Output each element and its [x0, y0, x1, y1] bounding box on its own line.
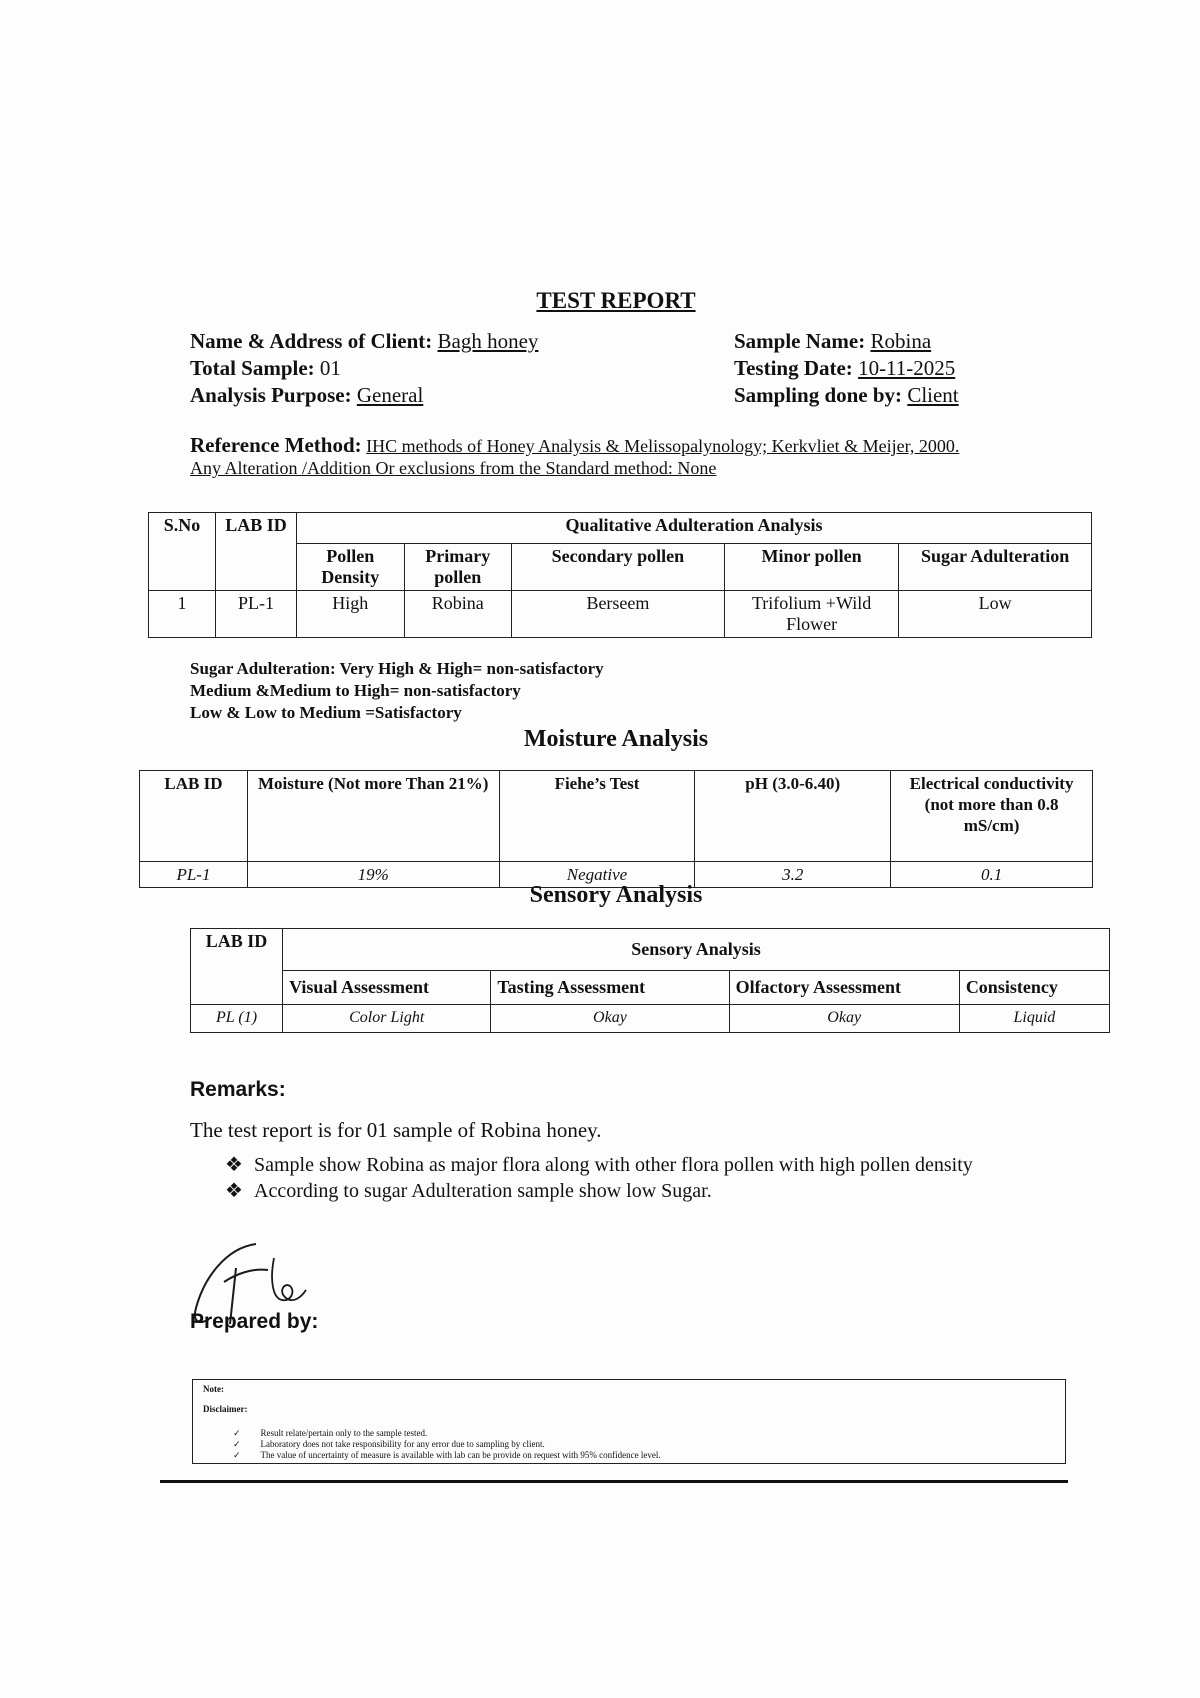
- header-lab-id: LAB ID: [215, 513, 296, 591]
- header-tasting-assessment: Tasting Assessment: [491, 971, 729, 1005]
- sensory-heading: Sensory Analysis: [529, 882, 703, 908]
- cell-consistency: Liquid: [959, 1005, 1109, 1033]
- cell-lab-id: PL-1: [140, 862, 248, 888]
- purpose-value: General: [356, 383, 424, 407]
- header-electrical-conductivity: Electrical conductivity (not more than 0.8 mS/cm): [891, 771, 1093, 862]
- sampling-value: Client: [907, 383, 959, 407]
- header-fiehe-test: Fiehe’s Test: [499, 771, 695, 862]
- disclaimer-text: Result relate/pertain only to the sample tested.: [260, 1428, 428, 1438]
- purpose-label: Analysis Purpose:: [190, 383, 352, 407]
- reference-label: Reference Method:: [190, 433, 362, 457]
- disclaimer-list: [233, 1428, 661, 1461]
- header-pollen-density: Pollen Density: [297, 544, 404, 591]
- client-value: Bagh honey: [437, 329, 539, 353]
- adulteration-table: [148, 512, 1092, 638]
- header-primary-pollen: Primary pollen: [404, 544, 511, 591]
- header-secondary-pollen: Secondary pollen: [511, 544, 724, 591]
- disclaimer-text: The value of uncertainty of measure is available with lab can be provide on request with 95% confidence level.: [260, 1450, 661, 1460]
- reference-method: [190, 434, 959, 479]
- check-icon: ✓: [233, 1450, 241, 1460]
- note-label: Note:: [203, 1384, 224, 1394]
- sensory-table: [190, 928, 1110, 1033]
- sample-info: [734, 328, 959, 409]
- reference-value: IHC methods of Honey Analysis & Melissopalynology; Kerkvliet & Meijer, 2000.: [366, 436, 960, 456]
- header-visual-assessment: Visual Assessment: [283, 971, 491, 1005]
- sample-name-value: Robina: [870, 329, 932, 353]
- remark-bullet-text: According to sugar Adulteration sample show low Sugar.: [254, 1180, 712, 1202]
- header-sensory-analysis: Sensory Analysis: [283, 929, 1110, 971]
- header-qualitative-analysis: Qualitative Adulteration Analysis: [297, 513, 1092, 544]
- header-minor-pollen: Minor pollen: [724, 544, 898, 591]
- note-box: [192, 1379, 1066, 1464]
- header-lab-id: LAB ID: [191, 929, 283, 1005]
- footer-divider: [160, 1480, 1068, 1483]
- cell-tasting-assessment: Okay: [491, 1005, 729, 1033]
- list-item: [233, 1428, 661, 1439]
- cell-sno: 1: [149, 591, 216, 638]
- sampling-label: Sampling done by:: [734, 383, 903, 407]
- list-item: [224, 1178, 973, 1204]
- remark-bullet-text: Sample show Robina as major flora along with other flora pollen with high pollen density: [254, 1154, 973, 1176]
- cell-ph: 3.2: [695, 862, 891, 888]
- cell-electrical-conductivity: 0.1: [891, 862, 1093, 888]
- sugar-adulteration-notes: [190, 658, 604, 724]
- alteration-note: Any Alteration /Addition Or exclusions from the Standard method: None: [190, 458, 717, 478]
- cell-minor-pollen: Trifolium +Wild Flower: [724, 591, 898, 638]
- list-item: [233, 1439, 661, 1450]
- report-title: TEST REPORT: [536, 288, 696, 313]
- disclaimer-label: Disclaimer:: [203, 1404, 248, 1414]
- sample-name-label: Sample Name:: [734, 329, 866, 353]
- note-line: Medium &Medium to High= non-satisfactory: [190, 681, 521, 700]
- cell-olfactory-assessment: Okay: [729, 1005, 959, 1033]
- check-icon: ✓: [233, 1428, 241, 1438]
- list-item: [224, 1152, 973, 1178]
- remarks-list: [224, 1152, 973, 1204]
- disclaimer-text: Laboratory does not take responsibility for any error due to sampling by client.: [260, 1439, 545, 1449]
- header-olfactory-assessment: Olfactory Assessment: [729, 971, 959, 1005]
- cell-lab-id: PL (1): [191, 1005, 283, 1033]
- header-lab-id: LAB ID: [140, 771, 248, 862]
- cell-lab-id: PL-1: [215, 591, 296, 638]
- check-icon: ✓: [233, 1439, 241, 1449]
- prepared-by-label: Prepared by:: [190, 1310, 319, 1333]
- table-row: [191, 1005, 1110, 1033]
- bullet-diamond-icon: ❖: [225, 1180, 243, 1202]
- cell-moisture: 19%: [247, 862, 499, 888]
- client-label: Name & Address of Client:: [190, 329, 433, 353]
- list-item: [233, 1450, 661, 1461]
- note-line: Sugar Adulteration: Very High & High= non-satisfactory: [190, 659, 604, 678]
- header-consistency: Consistency: [959, 971, 1109, 1005]
- moisture-table: [139, 770, 1093, 888]
- header-moisture: Moisture (Not more Than 21%): [247, 771, 499, 862]
- cell-fiehe-test: Negative: [499, 862, 695, 888]
- total-sample-label: Total Sample:: [190, 356, 315, 380]
- total-sample-value: 01: [319, 356, 341, 380]
- client-info: [190, 328, 538, 409]
- header-ph: pH (3.0-6.40): [695, 771, 891, 862]
- table-row: [149, 591, 1092, 638]
- remarks-heading: Remarks:: [190, 1078, 286, 1101]
- testing-date-value: 10-11-2025: [858, 356, 956, 380]
- remarks-text: The test report is for 01 sample of Robina honey.: [190, 1118, 602, 1142]
- cell-sugar-adulteration: Low: [899, 591, 1092, 638]
- cell-secondary-pollen: Berseem: [511, 591, 724, 638]
- header-sugar-adulteration: Sugar Adulteration: [899, 544, 1092, 591]
- moisture-heading: Moisture Analysis: [523, 726, 709, 752]
- testing-date-label: Testing Date:: [734, 356, 853, 380]
- bullet-diamond-icon: ❖: [225, 1154, 243, 1176]
- note-line: Low & Low to Medium =Satisfactory: [190, 703, 462, 722]
- cell-primary-pollen: Robina: [404, 591, 511, 638]
- cell-pollen-density: High: [297, 591, 404, 638]
- cell-visual-assessment: Color Light: [283, 1005, 491, 1033]
- header-sno: S.No: [149, 513, 216, 591]
